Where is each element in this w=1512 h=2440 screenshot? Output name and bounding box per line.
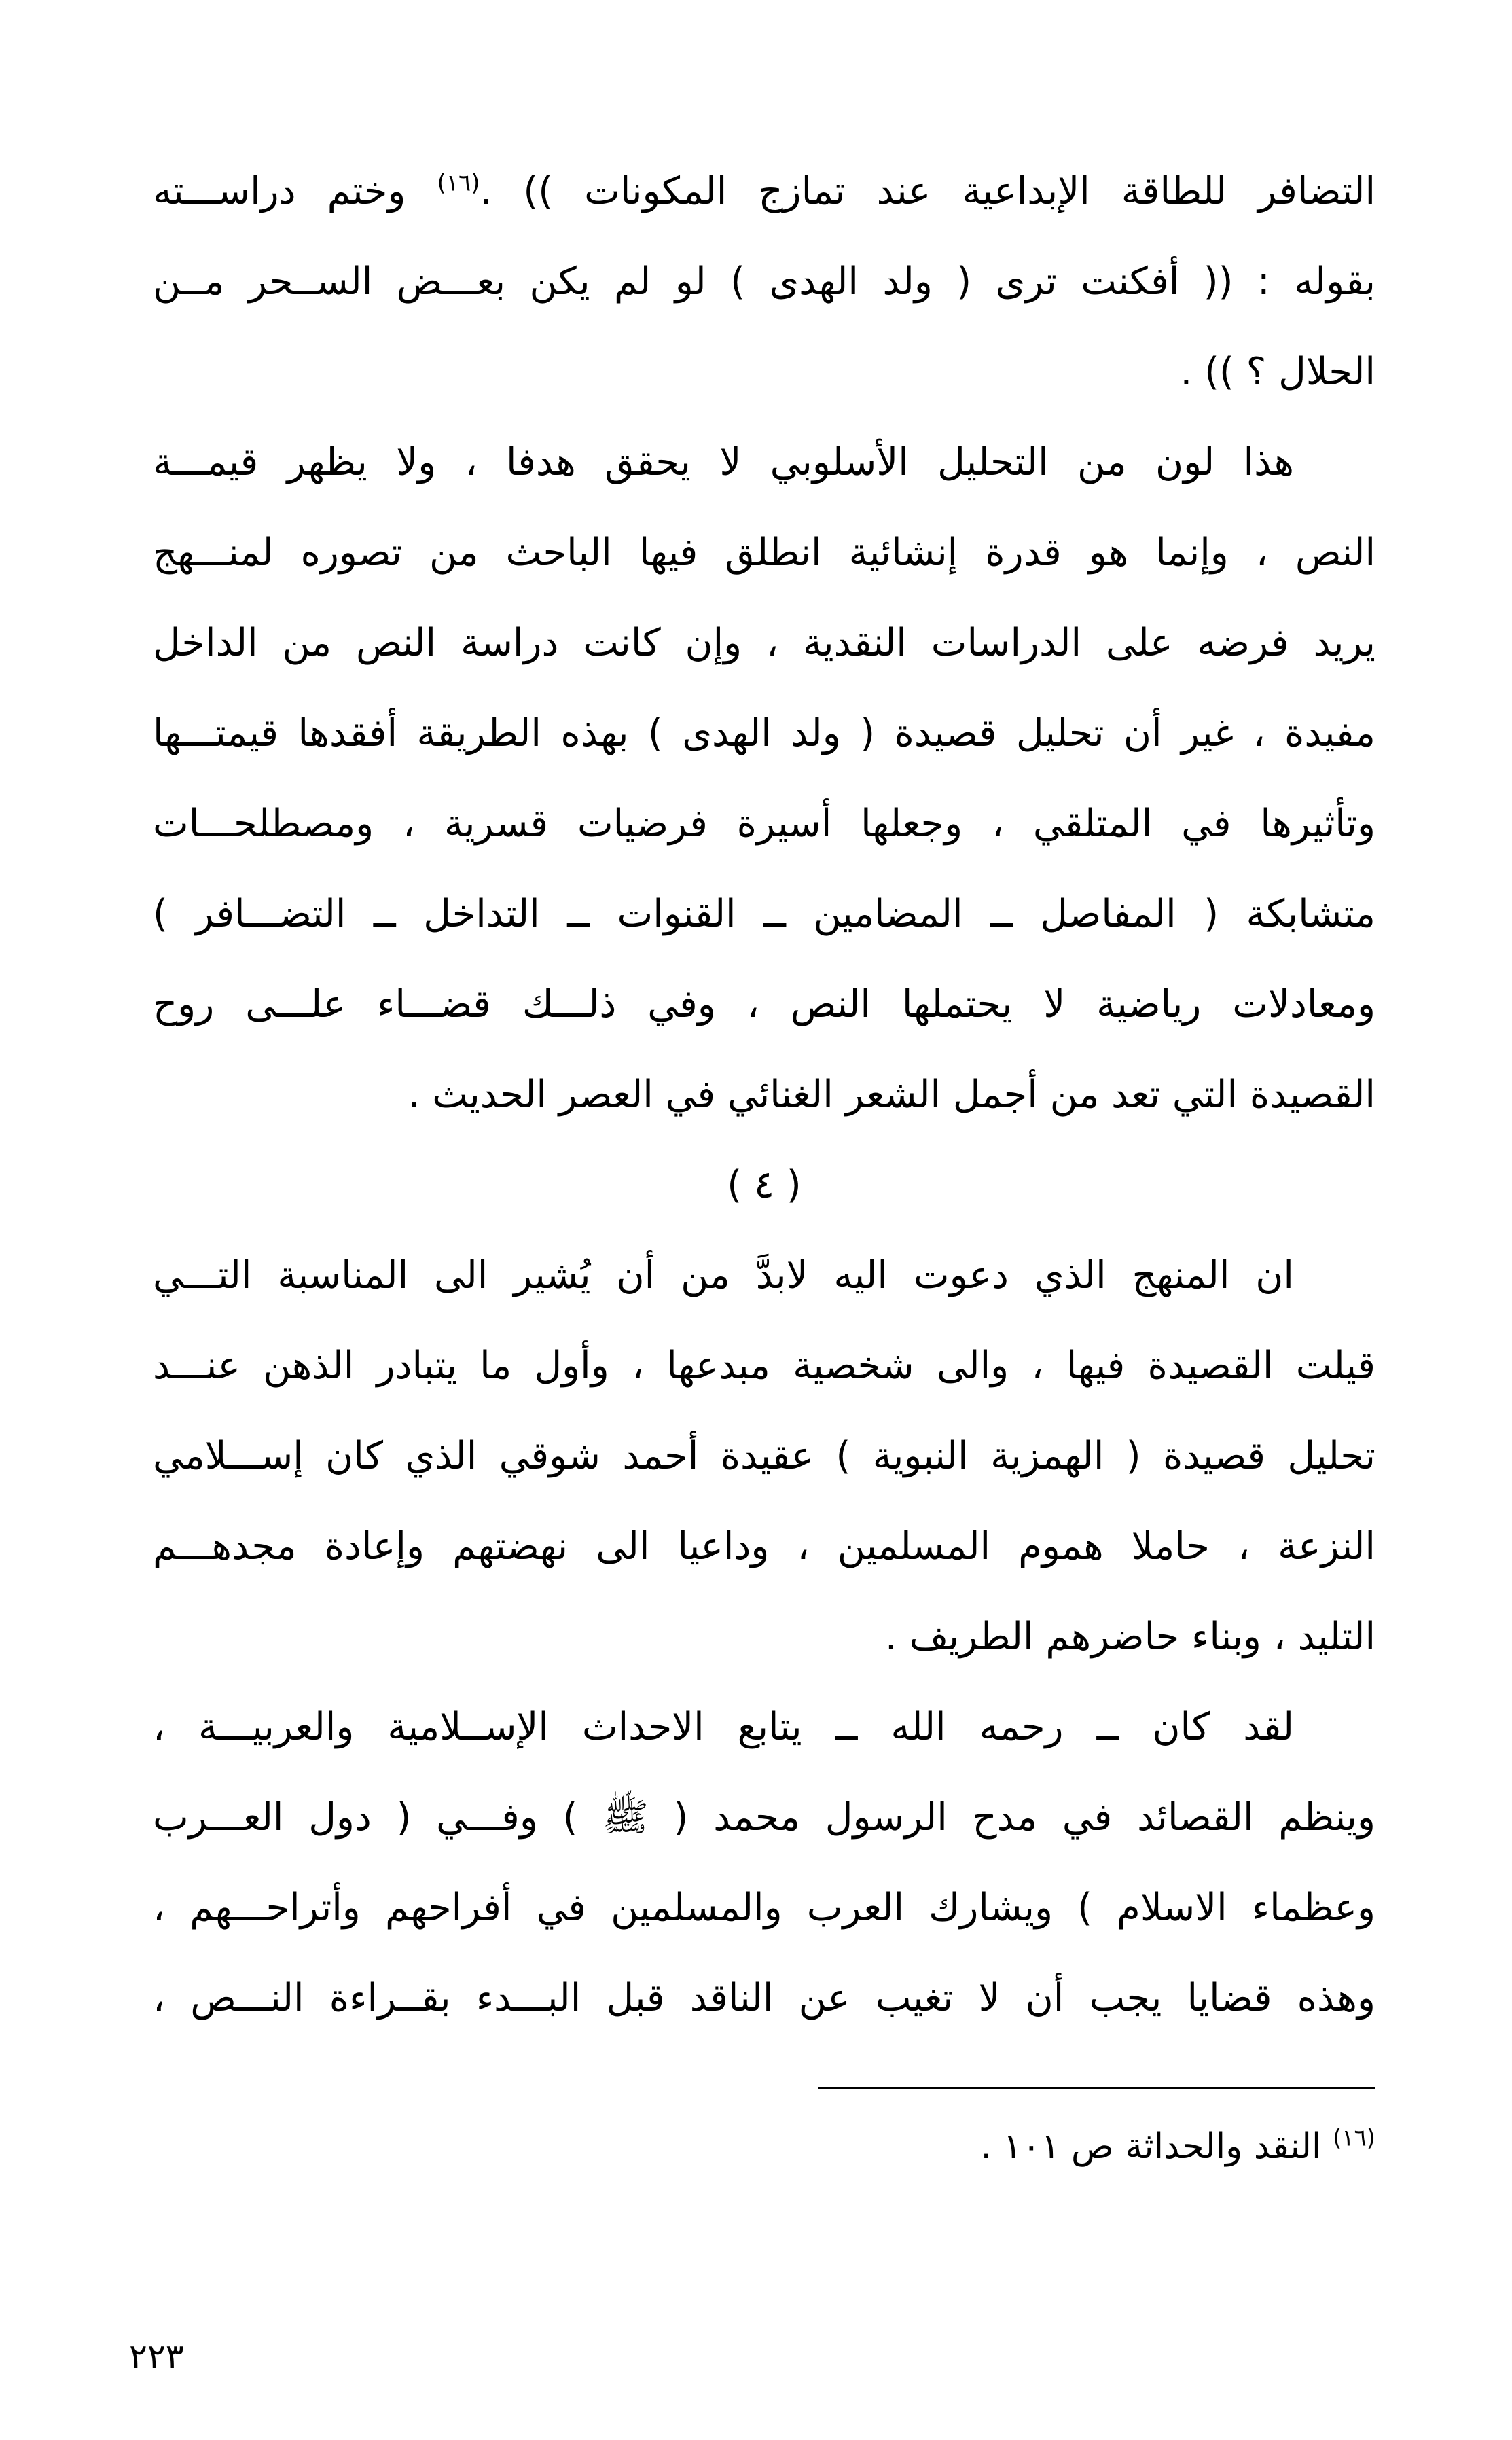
text-line-11: القصيدة التي تعد من أجمل الشعر الغنائي في العصر الحديث . <box>408 1073 1375 1117</box>
text-line-20: وعظماء الاسلام ) ويشارك العرب والمسلمين في أفراحهم وأتراحـــهم ، <box>153 1886 1375 1930</box>
text-line-14: قيلت القصيدة فيها ، والى شخصية مبدعها ، وأول ما يتبادر الذهن عنـــد <box>153 1344 1375 1388</box>
text-line-13: ان المنهج الذي دعوت اليه لابدَّ من أن يُشير الى المناسبة التـــي <box>153 1253 1294 1297</box>
text-line-21: وهذه قضايا يجب أن لا تغيب عن الناقد قبل البـــدء بقــراءة النـــص ، <box>153 1976 1375 2020</box>
footnote-text: النقد والحداثة ص ١٠١ . <box>980 2126 1333 2167</box>
text-line-17: التليد ، وبناء حاضرهم الطريف . <box>884 1615 1375 1659</box>
text-line-10: ومعادلات رياضية لا يحتملها النص ، وفي ذلـــك قضـــاء علـــى روح <box>153 982 1375 1026</box>
text-line-15: تحليل قصيدة ( الهمزية النبوية ) عقيدة أحمد شوقي الذي كان إســـلامي <box>153 1434 1375 1478</box>
text-line-8: وتأثيرها في المتلقي ، وجعلها أسيرة فرضيات قسرية ، ومصطلحـــات <box>153 802 1375 846</box>
footnote-divider <box>818 2087 1375 2089</box>
text-line-2: بقوله : (( أفكنت ترى ( ولد الهدى ) لو لم يكن بعـــض الســحر مــن <box>153 259 1375 304</box>
footnote <box>679 2119 1375 2174</box>
text-line-6: يريد فرضه على الدراسات النقدية ، وإن كانت دراسة النص من الداخل <box>153 621 1375 665</box>
footnote-marker: (١٦) <box>1332 2124 1375 2152</box>
text-line-19: وينظم القصائد في مدح الرسول محمد ( ﷺ ) وفـــي ( دول العـــرب <box>153 1795 1375 1840</box>
text-line-7: مفيدة ، غير أن تحليل قصيدة ( ولد الهدى ) بهذه الطريقة أفقدها قيمتـــها <box>153 711 1375 755</box>
section-heading: ( ٤ ) <box>727 1163 802 1207</box>
text-line-1: التضافر للطاقة الإبداعية عند تمازج المكونات )) .$^{(١٦)}$ وختم دراســـته <box>153 169 1375 213</box>
text-line-4: هذا لون من التحليل الأسلوبي لا يحقق هدفا ، ولا يظهر قيمـــة <box>153 440 1294 484</box>
text-line-16: النزعة ، حاملا هموم المسلمين ، وداعيا الى نهضتهم وإعادة مجدهـــم <box>153 1524 1375 1568</box>
text-line-18: لقد كان ــ رحمه الله ــ يتابع الاحداث الإســلامية والعربيـــة ، <box>153 1705 1294 1749</box>
text-line-9: متشابكة ( المفاصل ــ المضامين ــ القنوات ــ التداخل ــ التضـــافر ) <box>153 892 1375 936</box>
body-text <box>153 146 1375 2043</box>
footnote-reference: (١٦) <box>437 169 480 197</box>
text-line-3: الحلال ؟ )) . <box>1180 350 1375 394</box>
page-number: ٢٢٣ <box>129 2337 184 2376</box>
text-line-5: النص ، وإنما هو قدرة إنشائية انطلق فيها الباحث من تصوره لمنـــهج <box>153 531 1375 575</box>
